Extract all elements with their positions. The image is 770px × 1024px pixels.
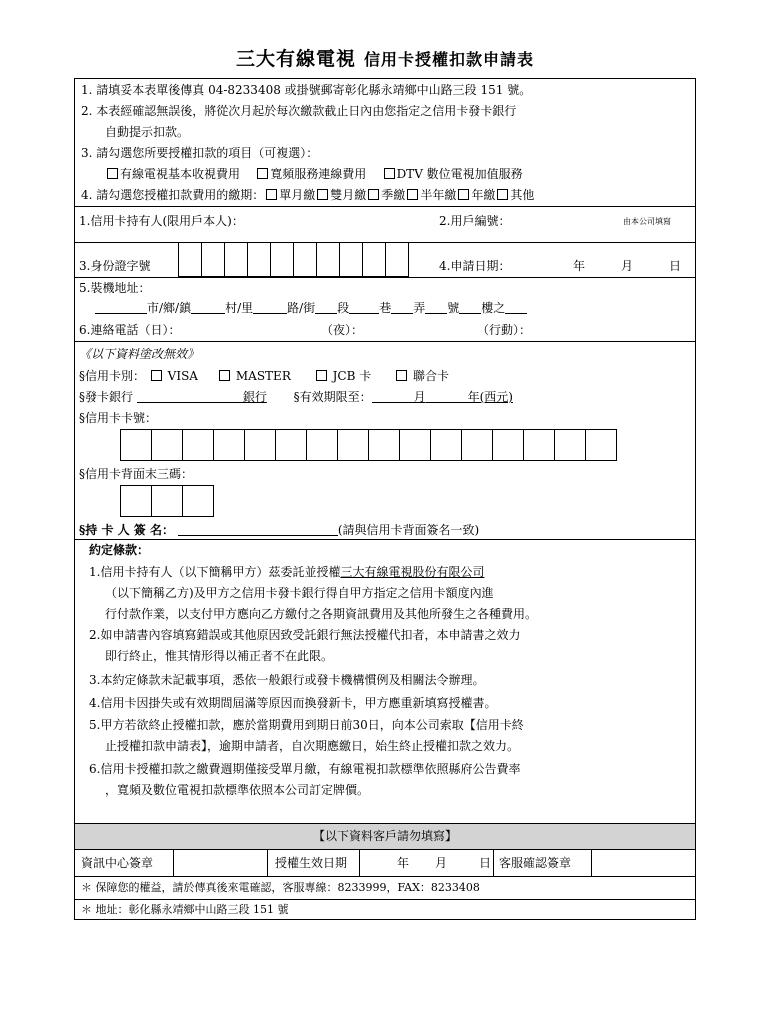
item-broadband-checkbox[interactable] [257,168,268,179]
divider [75,277,695,278]
expiry-month: 月 [413,390,426,404]
item-broadband-label: 寬頻服務連線費用 [270,167,367,181]
period-year-checkbox[interactable] [458,189,469,200]
divider [75,539,695,540]
signature-label: §持 卡 人 簽 名： [79,523,174,537]
bank-label: §發卡銀行 [79,390,134,404]
footer-note-2: ＊ 地址：彰化縣永靖鄉中山路三段 151 號 [81,903,289,916]
phone-night-label: （夜）： [321,323,364,337]
divider [75,876,695,877]
divider [75,899,695,900]
expiry-label: §有效期限至： [293,390,372,404]
jcb-label: JCB 卡 [332,369,372,383]
phone-mobile-label: （行動）： [477,323,532,337]
effective-year: 年 [397,856,410,870]
center-sign-label: 資訊中心簽章 [81,856,154,870]
term-5a: 5.甲方若欲終止授權扣款，應於當期費用到期日前30日，向本公司索取【信用卡終 [89,718,524,732]
footer-note-1: ＊ 保障您的權益，請於傳真後來電確認，客服專線：8233999，FAX：8233408 [81,881,480,894]
terms-heading: 約定條款： [89,543,150,557]
company-link: 三大有線電視股份有限公司 [340,565,485,579]
term-2b: 即行終止，惟其情形得以補正者不在此限。 [105,649,334,663]
card-number-label: §信用卡卡號： [79,411,158,425]
bank-input[interactable] [137,390,243,403]
period-half-label: 半年繳 [420,188,457,202]
effective-day: 日 [479,856,492,870]
visa-label: VISA [167,369,198,383]
apply-month: 月 [621,259,634,273]
term-6a: 6.信用卡授權扣款之繳費週期僅接受單月繳，有線電視扣款標準依照縣府公告費率 [89,762,521,776]
cvv-cells[interactable] [121,485,214,517]
apply-date-label: 4.申請日期： [439,259,511,273]
jcb-checkbox[interactable] [316,370,327,381]
service-sign-label: 客服確認簽章 [499,856,572,870]
id-label: 3.身份證字號 [79,259,151,273]
instruction-2: 2. 本表經確認無誤後，將從次月起於每次繳款截止日內由您指定之信用卡發卡銀行 [81,104,517,118]
form-title [0,44,770,71]
term-5b: 止授權扣款申請表】，逾期申請者，自次期應繳日，始生終止授權扣款之效力。 [105,739,520,753]
union-label: 聯合卡 [412,369,449,383]
bank-suffix: 銀行 [242,390,267,404]
master-label: MASTER [235,369,291,383]
instruction-2b: 自動提示扣款。 [105,125,190,139]
service-items [105,165,523,183]
id-number-cells[interactable] [179,242,409,277]
period-half-checkbox[interactable] [407,189,418,200]
holder-label: 1.信用卡持有人(限用戶本人)： [79,214,244,228]
card-type-label: §信用卡別： [79,369,146,383]
term-2a: 2.如申請書內容填寫錯誤或其他原因致受託銀行無法授權代扣者，本申請書之效力 [89,628,521,642]
instruction-1: 1. 請填妥本表單後傳真 04-8233408 或掛號郵寄彰化縣永靖鄉中山路三段 151 號。 [81,83,532,97]
card-type-row [79,367,449,385]
divider [75,341,695,342]
bank-row [79,388,513,406]
address-parts[interactable]: 市/鄉/鎮 村/里 路/街 段 巷 弄 號 樓之 [95,299,527,317]
signature-row [79,521,479,539]
period-single-label: 單月繳 [279,188,316,202]
item-dtv-label: DTV 數位電視加值服務 [396,167,523,181]
user-no-label: 2.用戶編號： [439,214,511,228]
phone-day-label: 6.連絡電話（日）： [79,323,181,337]
expiry-year: 年(西元) [467,390,513,404]
item-basic-label: 有線電視基本收視費用 [120,167,241,181]
no-alter-note: 《以下資料塗改無效》 [79,347,200,361]
union-checkbox[interactable] [396,370,407,381]
item-basic-checkbox[interactable] [107,168,118,179]
period-single-checkbox[interactable] [266,189,277,200]
period-quarter-label: 季繳 [381,188,406,202]
period-other-checkbox[interactable] [497,189,508,200]
application-form [74,78,696,920]
user-no-note: 由本公司填寫 [623,217,671,226]
period-double-checkbox[interactable] [317,189,328,200]
term-1b: （以下簡稱乙方)及甲方之信用卡發卡銀行得自甲方指定之信用卡額度內進 [105,586,494,600]
office-banner: 【以下資料客戶請勿填寫】 [75,823,695,850]
term-1a: 1.信用卡持有人（以下簡稱甲方）茲委託並授權三大有線電視股份有限公司 [89,565,485,579]
period-quarter-checkbox[interactable] [368,189,379,200]
form-name: 信用卡授權扣款申請表 [364,50,535,69]
divider [75,206,695,207]
period-year-label: 年繳 [471,188,496,202]
instruction-3: 3. 請勾選您所要授權扣款的項目（可複選）： [81,146,319,160]
signature-input[interactable] [178,523,338,536]
instruction-4-label: 4. 請勾選您授權扣款費用的繳期： [81,188,265,202]
visa-checkbox[interactable] [151,370,162,381]
company-name: 三大有線電視 [235,48,356,70]
item-dtv-checkbox[interactable] [384,168,395,179]
apply-day: 日 [669,259,682,273]
term-6b: ，寬頻及數位電視扣款標準依照本公司訂定牌價。 [105,783,370,797]
period-double-label: 雙月繳 [330,188,367,202]
term-1c: 行付款作業，以支付甲方應向乙方繳付之各期資訊費用及其他所發生之各種費用。 [105,607,538,621]
term-4: 4.信用卡因掛失或有效期間屆滿等原因而換發新卡，甲方應重新填寫授權書。 [89,696,497,710]
address-label: 5.裝機地址： [79,281,151,295]
term-3: 3.本約定條款未記載事項，悉依一般銀行或發卡機構慣例及相關法令辦理。 [89,673,485,687]
master-checkbox[interactable] [219,370,230,381]
instruction-4 [81,186,534,204]
effective-date-label: 授權生效日期 [275,856,348,870]
apply-year: 年 [573,259,586,273]
period-other-label: 其他 [510,188,535,202]
signature-note: (請與信用卡背面簽名一致) [337,523,480,537]
effective-month: 月 [435,856,448,870]
cvv-label: §信用卡背面末三碼： [79,467,194,481]
card-number-cells[interactable] [121,429,617,461]
